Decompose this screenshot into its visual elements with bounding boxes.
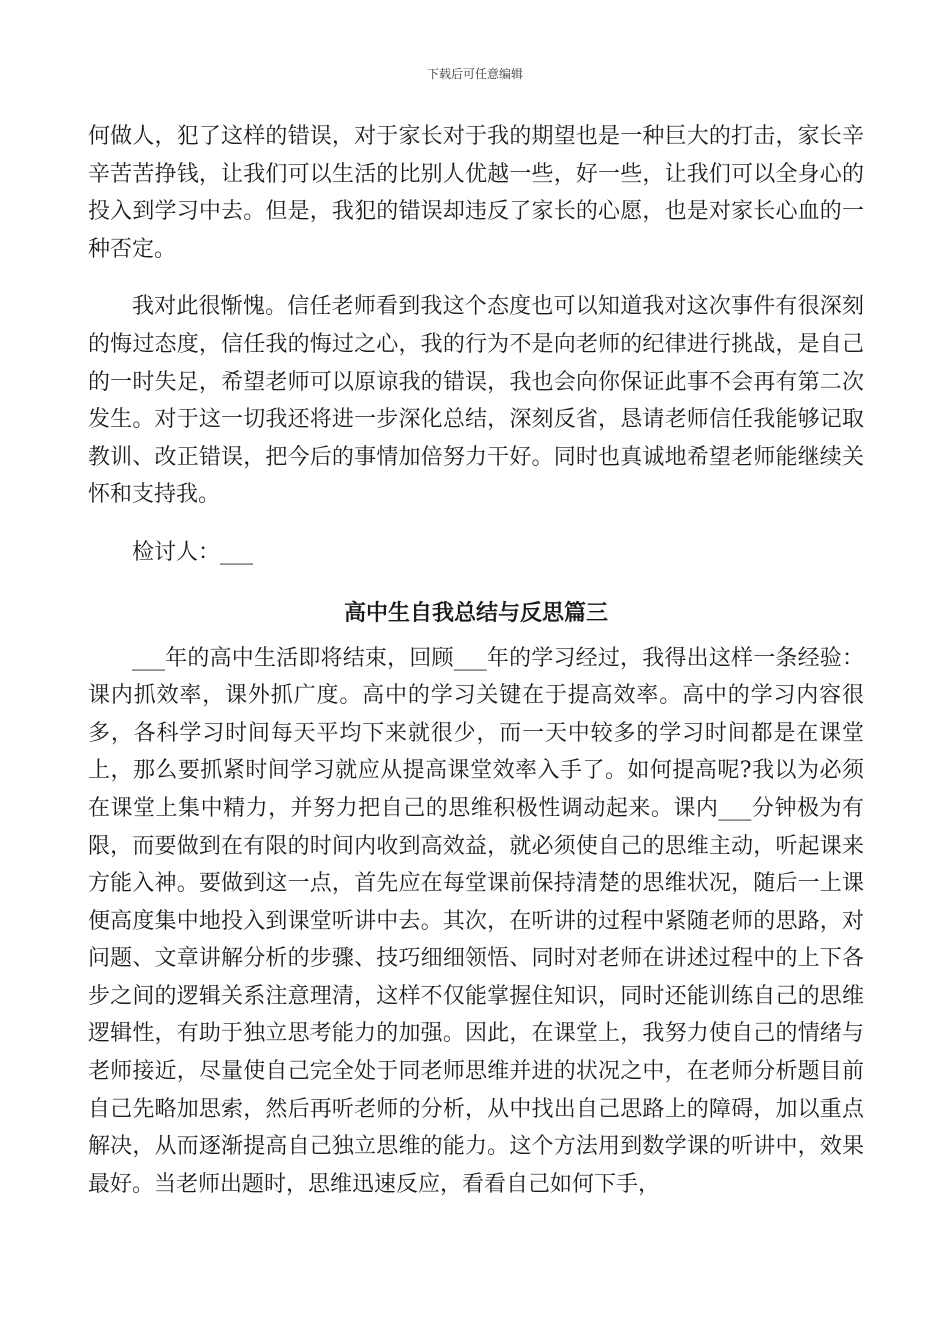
paragraph-apology: 我对此很惭愧。信任老师看到我这个态度也可以知道我对这次事件有很深刻的悔过态度，信任我的悔过之心，我的行为不是向老师的纪律进行挑战，是自己的一时失足，希望老师可以原谅我的错误，我也会向你保证此事不会再有第二次发生。对于这一切我还将进一步深化总结，深刻反省，恳请老师信任我能够记取教训、改正错误，把今后的事情加倍努力干好。同时也真诚地希望老师能继续关怀和支持我。 [88, 294, 864, 508]
section-title: 高中生自我总结与反思篇三 [343, 599, 608, 626]
paragraph-continuation: 何做人，犯了这样的错误，对于家长对于我的期望也是一种巨大的打击，家长辛辛苦苦挣钱，让我们可以生活的比别人优越一些，好一些，让我们可以全身心的投入到学习中去。但是，我犯的错误却违反了家长的心愿，也是对家长心血的一种否定。 [88, 124, 864, 262]
signature-line: 检讨人：___ [132, 539, 254, 565]
paragraph-summary: ___年的高中生活即将结束，回顾___年的学习经过，我得出这样一条经验：课内抓效率，课外抓广度。高中的学习关键在于提高效率。高中的学习内容很多，各科学习时间每天平均下来就很少，而一天中较多的学习时间都是在课堂上，那么要抓紧时间学习就应从提高课堂效率入手了。如何提高呢?我以为必须在课堂上集中精力，并努力把自己的思维积极性调动起来。课内___分钟极为有限，而要做到在有限的时间内收到高效益，就必须使自己的思维主动，听起课来方能入神。要做到这一点，首先应在每堂课前保持清楚的思维状况，随后一上课便高度集中地投入到课堂听讲中去。其次，在听讲的过程中紧随老师的思路，对问题、文章讲解分析的步骤、技巧细细领悟、同时对老师在讲述过程中的上下各步之间的逻辑关系注意理清，这样不仅能掌握住知识，同时还能训练自己的思维逻辑性，有助于独立思考能力的加强。因此，在课堂上，我努力使自己的情绪与老师接近，尽量使自己完全处于同老师思维并进的状况之中，在老师分析题目前自己先略加思索，然后再听老师的分析，从中找出自己思路上的障碍，加以重点解决，从而逐渐提高自己独立思维的能力。这个方法用到数学课的听讲中，效果最好。当老师出题时，思维迅速反应，看看自己如何下手， [88, 645, 864, 1197]
document-body [88, 118, 864, 1203]
page-header: 下载后可任意编辑 [426, 67, 523, 81]
